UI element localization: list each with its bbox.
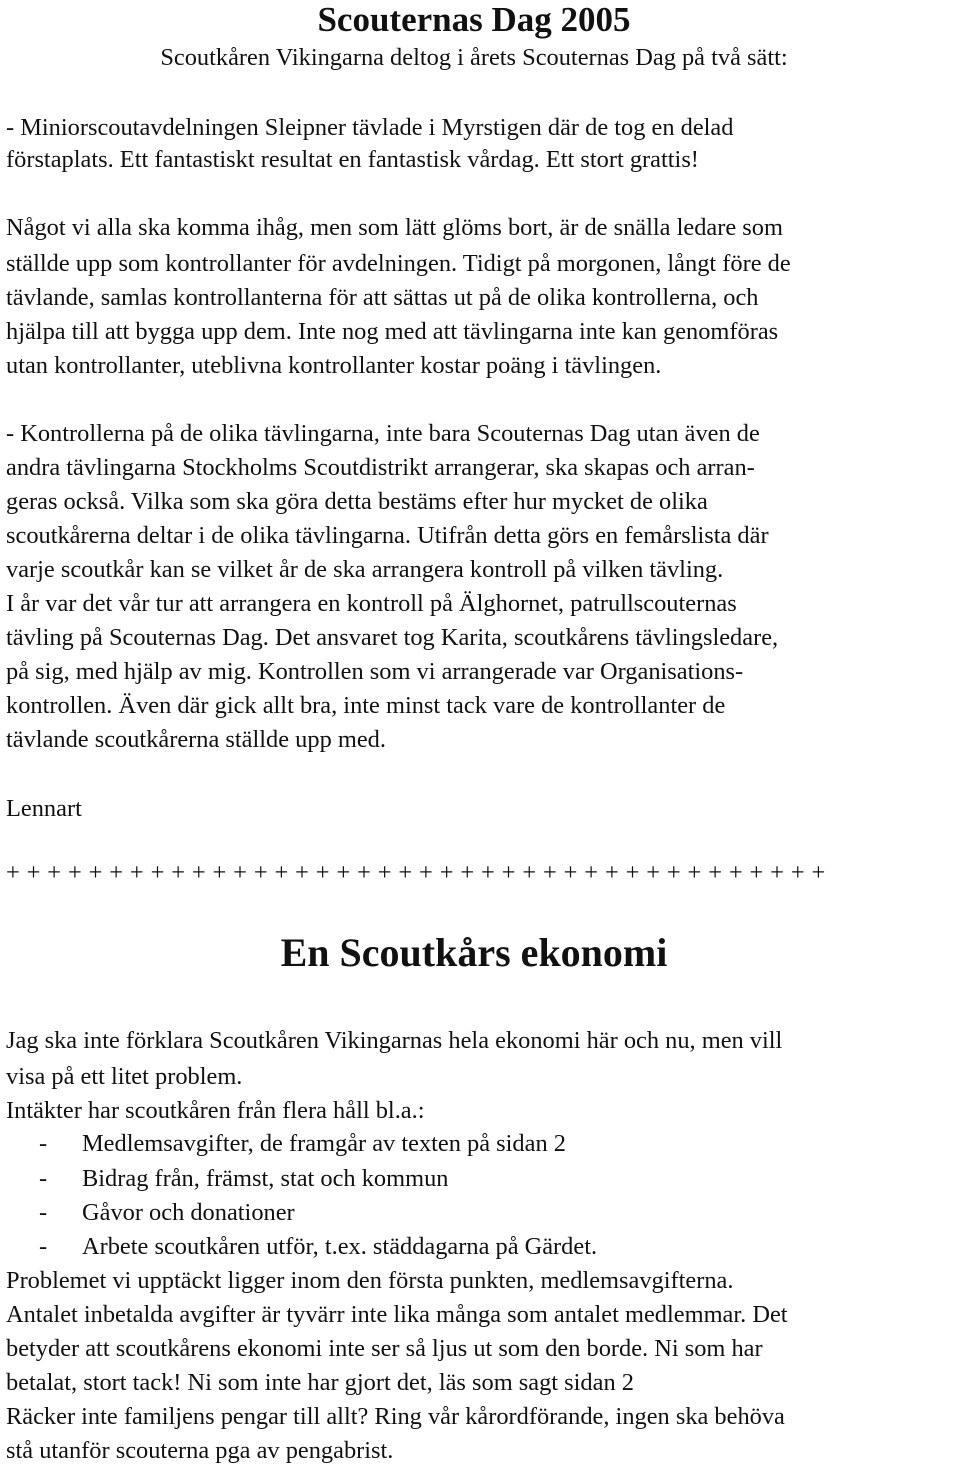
paragraph-line: kontrollen. Även där gick allt bra, inte minst tack vare de kontrollanter de xyxy=(6,692,726,719)
article-title: En Scoutkårs ekonomi xyxy=(280,930,668,975)
separator-line: + + + + + + + + + + + + + + + + + + + + + + + + + + + + + + + + + + + + + + + + xyxy=(6,859,826,886)
paragraph-line: stå utanför scouterna pga av pengabrist. xyxy=(6,1437,394,1464)
paragraph-line: Problemet vi upptäckt ligger inom den första punkten, medlemsavgifterna. xyxy=(6,1267,734,1294)
paragraph-line: utan kontrollanter, uteblivna kontrollanter kostar poäng i tävlingen. xyxy=(6,352,662,379)
paragraph-line: tävling på Scouternas Dag. Det ansvaret tog Karita, scoutkårens tävlingsledare, xyxy=(6,624,779,651)
paragraph-line: andra tävlingarna Stockholms Scoutdistrikt arrangerar, ska skapas och arran- xyxy=(6,454,755,481)
list-item-text: Arbete scoutkåren utför, t.ex. städdagarna på Gärdet. xyxy=(82,1233,598,1260)
list-bullet: - xyxy=(39,1199,48,1226)
list-item-text: Gåvor och donationer xyxy=(82,1199,295,1226)
list-item-text: Bidrag från, främst, stat och kommun xyxy=(82,1165,449,1192)
signature: Lennart xyxy=(6,795,82,822)
paragraph-line: - Kontrollerna på de olika tävlingarna, inte bara Scouternas Dag utan även de xyxy=(6,420,760,447)
paragraph-line: tävlande, samlas kontrollanterna för att sättas ut på de olika kontrollerna, och xyxy=(6,284,759,311)
paragraph-line: hjälpa till att bygga upp dem. Inte nog med att tävlingarna inte kan genomföras xyxy=(6,318,779,345)
paragraph-line: Antalet inbetalda avgifter är tyvärr inte lika många som antalet medlemmar. Det xyxy=(6,1301,788,1328)
list-bullet: - xyxy=(39,1165,48,1192)
list-item-text: Medlemsavgifter, de framgår av texten på sidan 2 xyxy=(82,1130,566,1157)
paragraph-line: förstaplats. Ett fantastiskt resultat en fantastisk vårdag. Ett stort grattis! xyxy=(6,146,699,173)
paragraph-line: scoutkårerna deltar i de olika tävlingarna. Utifrån detta görs en femårslista där xyxy=(6,522,769,549)
paragraph-line: betalat, stort tack! Ni som inte har gjort det, läs som sagt sidan 2 xyxy=(6,1369,634,1396)
article-subtitle: Scoutkåren Vikingarna deltog i årets Scouternas Dag på två sätt: xyxy=(160,44,788,71)
paragraph-line: varje scoutkår kan se vilket år de ska arrangera kontroll på vilken tävling. xyxy=(6,556,724,583)
paragraph-line: Jag ska inte förklara Scoutkåren Vikingarnas hela ekonomi här och nu, men vill xyxy=(6,1027,783,1054)
list-bullet: - xyxy=(39,1233,48,1260)
list-bullet: - xyxy=(39,1130,48,1157)
paragraph-line: Räcker inte familjens pengar till allt? Ring vår kårordförande, ingen ska behöva xyxy=(6,1403,785,1430)
paragraph-line: - Miniorscoutavdelningen Sleipner tävlade i Myrstigen där de tog en delad xyxy=(6,114,734,141)
paragraph-line: I år var det vår tur att arrangera en kontroll på Älghornet, patrullscouternas xyxy=(6,590,737,617)
paragraph-line: tävlande scoutkårerna ställde upp med. xyxy=(6,726,386,753)
paragraph-line: ställde upp som kontrollanter för avdelningen. Tidigt på morgonen, långt före de xyxy=(6,250,791,277)
paragraph-line: Något vi alla ska komma ihåg, men som lätt glöms bort, är de snälla ledare som xyxy=(6,214,783,241)
paragraph-line: geras också. Vilka som ska göra detta bestäms efter hur mycket de olika xyxy=(6,488,708,515)
article-title: Scouternas Dag 2005 xyxy=(317,0,631,39)
paragraph-line: visa på ett litet problem. xyxy=(6,1063,243,1090)
paragraph-line: Intäkter har scoutkåren från flera håll bl.a.: xyxy=(6,1097,425,1124)
paragraph-line: betyder att scoutkårens ekonomi inte ser så ljus ut som den borde. Ni som har xyxy=(6,1335,763,1362)
paragraph-line: på sig, med hjälp av mig. Kontrollen som vi arrangerade var Organisations- xyxy=(6,658,744,685)
